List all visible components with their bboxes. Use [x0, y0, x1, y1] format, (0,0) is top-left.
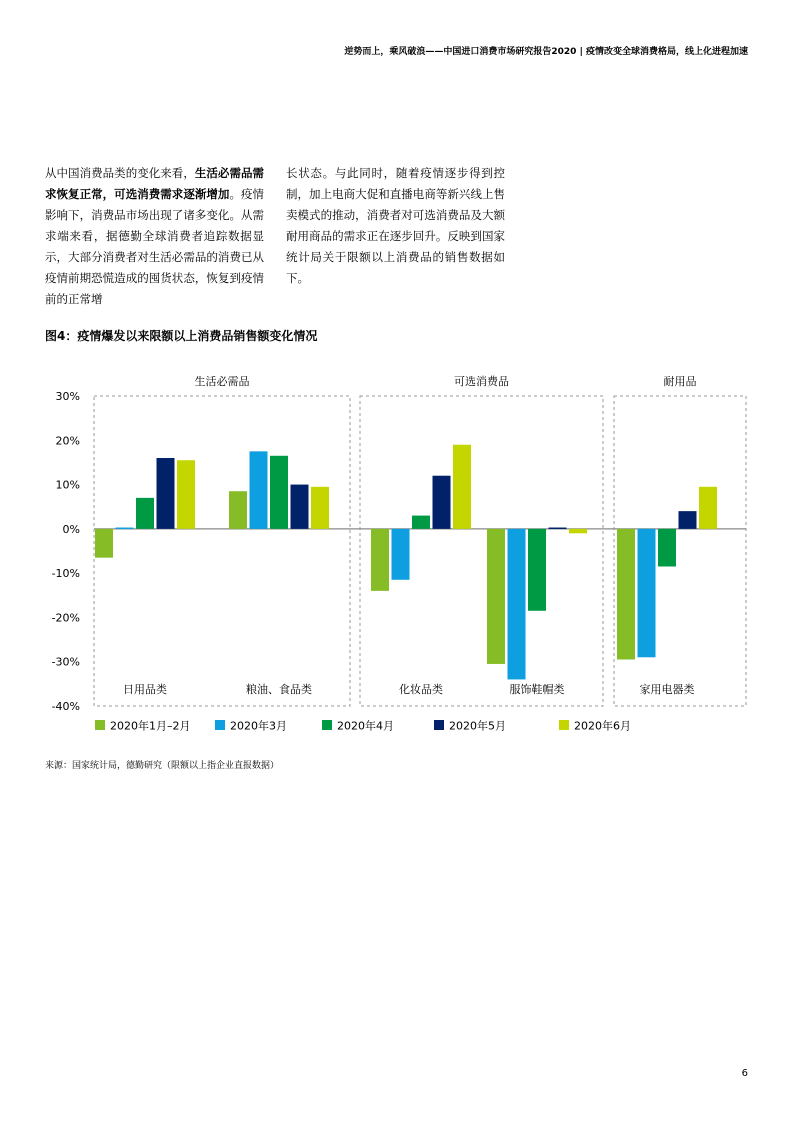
bar: [311, 487, 329, 529]
category-label: 日用品类: [123, 683, 167, 696]
bar: [549, 528, 567, 530]
y-tick-label: 0%: [62, 522, 80, 536]
running-header: 逆势而上，乘风破浪——中国进口消费市场研究报告2020 | 疫情改变全球消费格局，线上化进程加速: [344, 47, 748, 57]
bar: [433, 476, 451, 529]
bar: [569, 529, 587, 533]
bar-chart: [40, 360, 760, 740]
bar: [250, 451, 268, 529]
y-tick-label: 20%: [55, 434, 80, 448]
bar: [487, 529, 505, 664]
bar: [95, 529, 113, 558]
bar: [392, 529, 410, 580]
bar: [638, 529, 656, 657]
body-text-highlight: 生活必需品需求恢复正常，可选消费需求逐渐增加: [45, 166, 265, 201]
bar: [371, 529, 389, 591]
body-text-continued: 。疫情影响下，消费品市场出现了诸多变化。从需求端来看，据德勤全球消费者追踪数据显示，大部分消费者对生活必需品的消费已从疫情前期恐慌造成的囤货状态，恢复到疫情前的正常增: [45, 187, 265, 306]
y-tick-label: 30%: [55, 390, 80, 403]
bar: [116, 528, 134, 530]
category-label: 化妆品类: [399, 683, 443, 696]
bar: [528, 529, 546, 611]
legend-label: 2020年3月: [230, 719, 287, 733]
legend-label: 2020年5月: [449, 719, 506, 733]
bar: [229, 491, 247, 529]
legend-swatch: [95, 720, 105, 730]
legend-swatch: [322, 720, 332, 730]
category-label: 粮油、食品类: [246, 683, 312, 696]
bar: [157, 458, 175, 529]
bar: [412, 516, 430, 529]
group-label: 生活必需品: [194, 375, 250, 388]
y-tick-label: -40%: [51, 700, 80, 713]
category-label: 服饰鞋帽类: [509, 683, 565, 696]
body-column-1: [45, 163, 264, 310]
body-text: [45, 163, 505, 310]
bar: [699, 487, 717, 529]
figure-source: 来源：国家统计局，德勤研究（限额以上指企业直报数据）: [45, 761, 280, 771]
body-text-intro: 从中国消费品类的变化来看，: [45, 166, 195, 180]
page-number: 6: [741, 1068, 748, 1079]
bar: [679, 511, 697, 529]
figure-title: 图4：疫情爆发以来限额以上消费品销售额变化情况: [45, 329, 318, 343]
legend-swatch: [215, 720, 225, 730]
y-tick-label: -30%: [51, 655, 80, 669]
legend-swatch: [434, 720, 444, 730]
bar: [136, 498, 154, 529]
legend-label: 2020年6月: [574, 719, 631, 733]
bar: [508, 529, 526, 680]
legend-label: 2020年4月: [337, 719, 394, 733]
y-tick-label: -10%: [51, 567, 80, 581]
y-tick-label: -20%: [51, 611, 80, 625]
category-label: 家用电器类: [639, 683, 695, 696]
legend-swatch: [559, 720, 569, 730]
bar: [658, 529, 676, 567]
legend-label: 2020年1月–2月: [110, 719, 191, 733]
group-label: 可选消费品: [454, 375, 509, 388]
group-label: 耐用品: [663, 375, 697, 388]
bar: [617, 529, 635, 660]
body-column-2: 长状态。与此同时，随着疫情逐步得到控制，加上电商大促和直播电商等新兴线上售卖模式的推动，消费者对可选消费品及大额耐用商品的需求正在逐步回升。反映到国家统计局关于限额以上消费品的销售数据如下。: [286, 166, 505, 285]
group-frame: [94, 396, 350, 706]
y-tick-label: 10%: [55, 478, 80, 492]
bar: [270, 456, 288, 529]
bar: [177, 460, 195, 529]
bar: [453, 445, 471, 529]
bar: [291, 485, 309, 529]
